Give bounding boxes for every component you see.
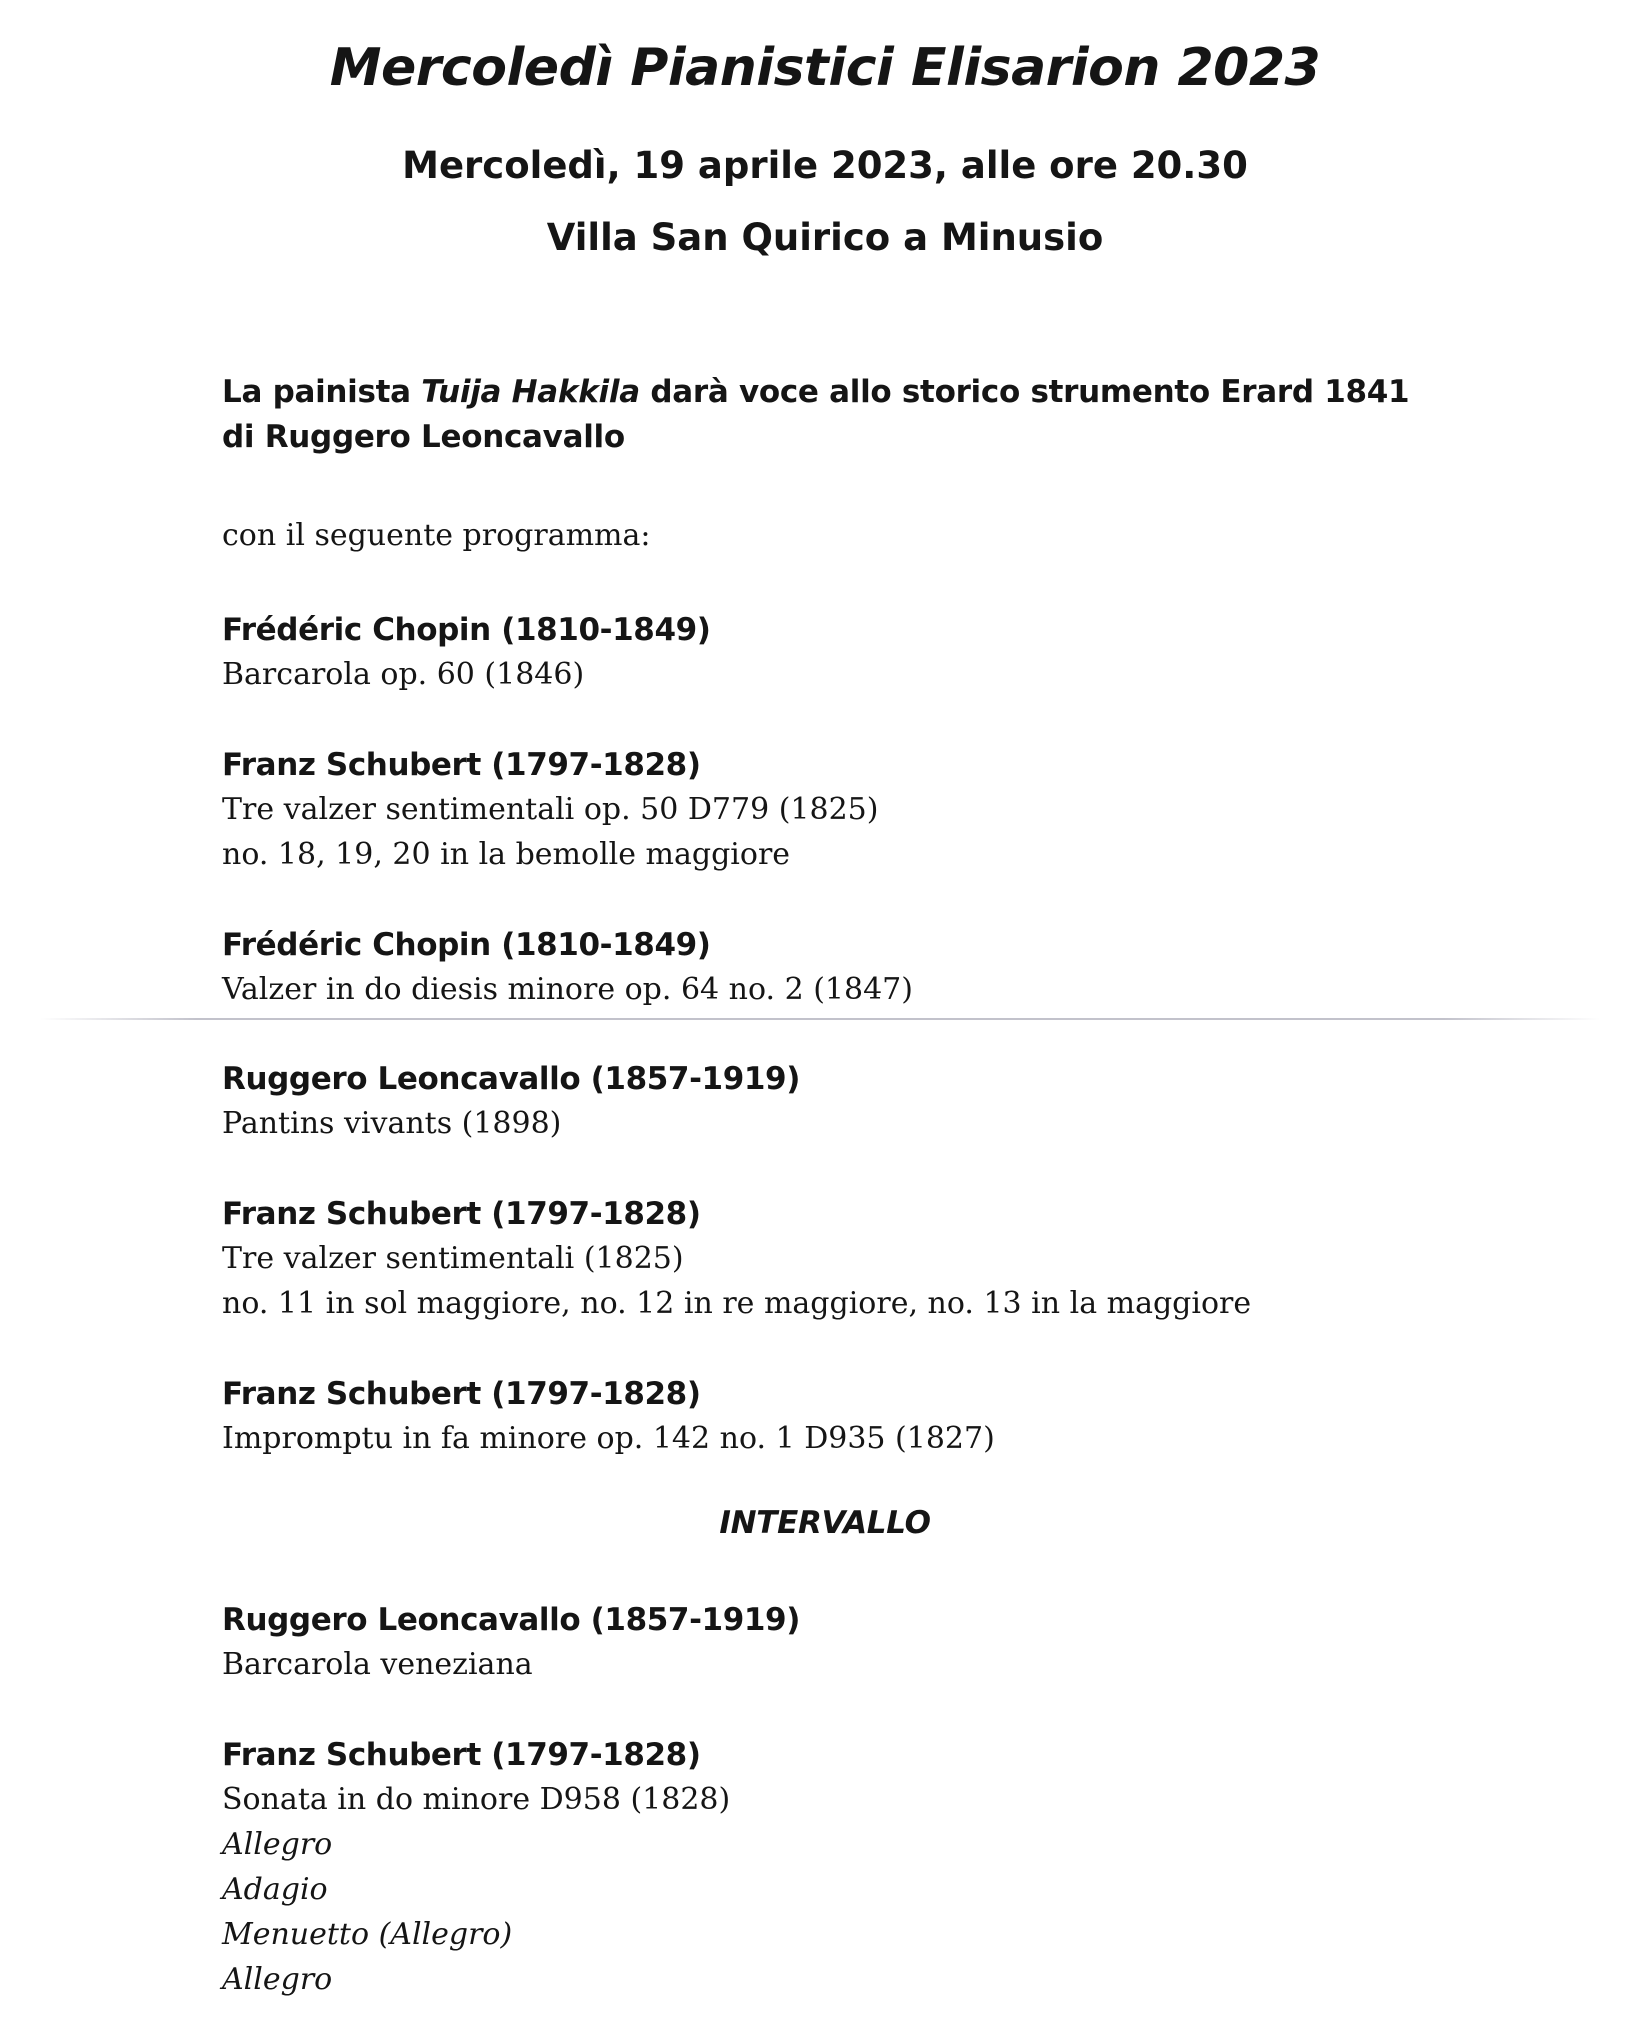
work-title: Barcarola op. 60 (1846) — [222, 657, 585, 692]
intro-after-name: darà voce allo storico strumento Erard 1841 — [639, 374, 1410, 410]
work-title: Barcarola veneziana — [222, 1647, 533, 1682]
movement-1: Allegro — [222, 1827, 333, 1862]
program-entry-7 — [222, 1598, 1542, 1687]
program-lead: con il seguente programma: — [222, 518, 651, 553]
work-title: Impromptu in fa minore op. 142 no. 1 D935 (1827) — [222, 1421, 995, 1456]
page-title: Mercoledì Pianistici Elisarion 2023 — [329, 38, 1321, 98]
composer-name: Franz Schubert (1797-1828) — [222, 1196, 701, 1232]
intro-paragraph — [222, 370, 1522, 460]
work-title: Pantins vivants (1898) — [222, 1106, 562, 1141]
work-title: Valzer in do diesis minore op. 64 no. 2 (1847) — [222, 972, 913, 1007]
movement-4: Allegro — [222, 1962, 333, 1997]
program-entry-5 — [222, 1192, 1542, 1326]
pianist-name: Tuija Hakkila — [421, 374, 640, 410]
composer-name: Ruggero Leoncavallo (1857-1919) — [222, 1061, 800, 1097]
composer-name: Ruggero Leoncavallo (1857-1919) — [222, 1602, 800, 1638]
composer-name: Franz Schubert (1797-1828) — [222, 1737, 701, 1773]
composer-name: Frédéric Chopin (1810-1849) — [222, 612, 711, 648]
work-title: Tre valzer sentimentali op. 50 D779 (1825) — [222, 792, 879, 827]
intro-line-2: di Ruggero Leoncavallo — [222, 419, 625, 455]
composer-name: Frédéric Chopin (1810-1849) — [222, 927, 711, 963]
program-entry-8 — [222, 1733, 1542, 2002]
movement-3: Menuetto (Allegro) — [222, 1917, 513, 1952]
work-title: Tre valzer sentimentali (1825) — [222, 1241, 684, 1276]
program-entry-6 — [222, 1372, 1542, 1461]
interval-text: INTERVALLO — [719, 1505, 931, 1541]
composer-name: Franz Schubert (1797-1828) — [222, 747, 701, 783]
work-title: Sonata in do minore D958 (1828) — [222, 1782, 731, 1817]
intro-before-name: La painista — [222, 374, 422, 410]
program-entry-3 — [222, 923, 1542, 1012]
paper-fold-line — [40, 1018, 1600, 1020]
work-detail: no. 18, 19, 20 in la bemolle maggiore — [222, 837, 791, 872]
concert-venue: Villa San Quirico a Minusio — [546, 216, 1104, 259]
program-entry-4 — [222, 1057, 1542, 1146]
work-detail: no. 11 in sol maggiore, no. 12 in re maggiore, no. 13 in la maggiore — [222, 1286, 1252, 1321]
interval-label — [0, 1505, 1650, 1541]
intro-line-1 — [222, 370, 1522, 415]
composer-name: Franz Schubert (1797-1828) — [222, 1376, 701, 1412]
concert-date-time: Mercoledì, 19 aprile 2023, alle ore 20.30 — [402, 144, 1248, 187]
program-entry-2 — [222, 743, 1542, 877]
program-entry-1 — [222, 608, 1542, 697]
movement-2: Adagio — [222, 1872, 328, 1907]
